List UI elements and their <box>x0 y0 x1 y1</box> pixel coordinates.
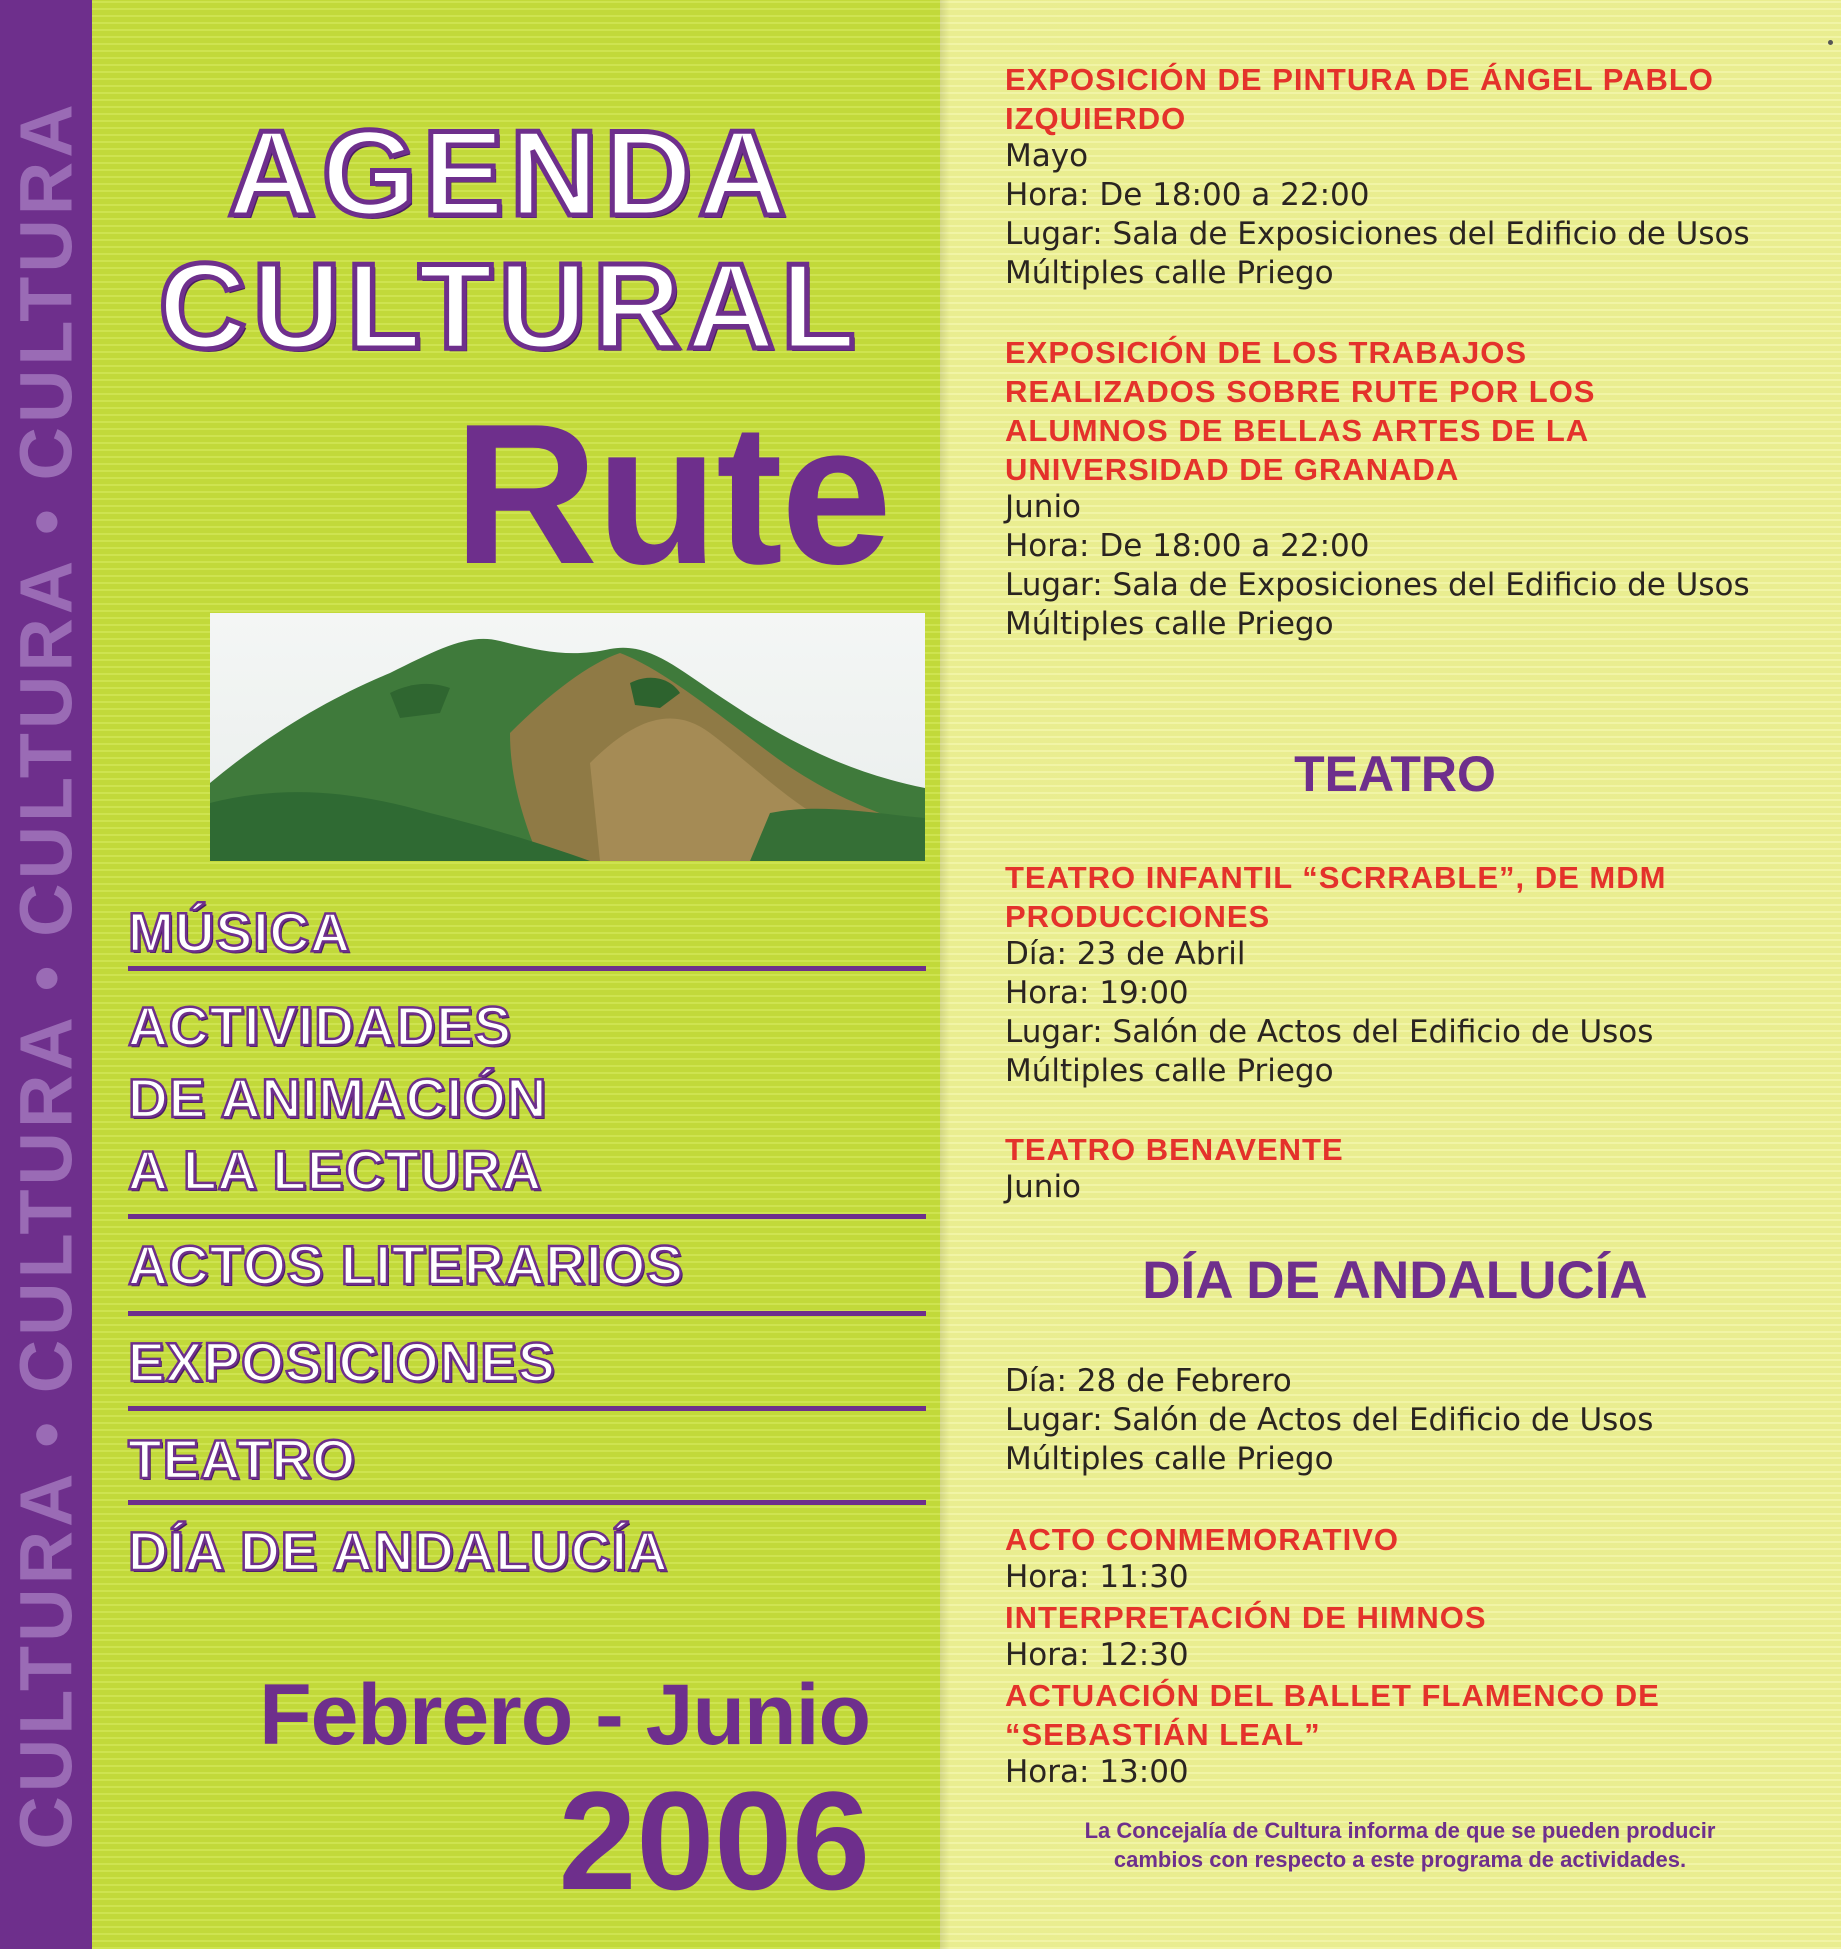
notice-line1: La Concejalía de Cultura informa de que se pueden producir <box>1084 1818 1716 1843</box>
topic-lectura: A LA LECTURA <box>128 1139 543 1201</box>
andalucia-dia: Día: 28 de Febrero <box>1005 1363 1292 1399</box>
expo1-lugar-line1: Lugar: Sala de Exposiciones del Edificio de Usos <box>1005 216 1750 252</box>
title-cultural: CULTURAL <box>158 238 862 374</box>
expo2-title-line1: EXPOSICIÓN DE LOS TRABAJOS <box>1005 335 1528 370</box>
mountain-photo <box>210 613 925 861</box>
teatro1-title-line1: TEATRO INFANTIL “SCRRABLE”, DE MDM <box>1005 860 1667 895</box>
teatro1-lugar-line1: Lugar: Salón de Actos del Edificio de Usos <box>1005 1014 1654 1050</box>
expo2-when: Junio <box>1005 489 1082 525</box>
print-dot <box>1828 40 1833 45</box>
andalucia-lugar-line1: Lugar: Salón de Actos del Edificio de Usos <box>1005 1402 1654 1438</box>
topic-dia-andalucia: DÍA DE ANDALUCÍA <box>128 1520 669 1582</box>
himnos-hora: Hora: 12:30 <box>1005 1637 1189 1673</box>
section-andalucia-heading: DÍA DE ANDALUCÍA <box>1142 1251 1648 1310</box>
expo2-title-line2: REALIZADOS SOBRE RUTE POR LOS <box>1005 374 1596 409</box>
topic-divider <box>128 1214 926 1219</box>
date-range: Febrero - Junio <box>259 1667 870 1763</box>
expo1-when: Mayo <box>1005 138 1089 174</box>
expo1-title-line2: IZQUIERDO <box>1005 101 1187 136</box>
expo2-title-line4: UNIVERSIDAD DE GRANADA <box>1005 452 1460 487</box>
ballet-title-line2: “SEBASTIÁN LEAL” <box>1005 1717 1321 1752</box>
topic-divider <box>128 1406 926 1411</box>
topic-divider <box>128 1311 926 1316</box>
teatro2-title: TEATRO BENAVENTE <box>1005 1132 1344 1167</box>
expo1-lugar-line2: Múltiples calle Priego <box>1005 255 1334 291</box>
topic-musica: MÚSICA <box>128 901 351 963</box>
mountain-illustration <box>210 613 925 861</box>
section-teatro-heading: TEATRO <box>1294 746 1496 802</box>
topic-animacion: DE ANIMACIÓN <box>128 1067 548 1129</box>
teatro1-dia: Día: 23 de Abril <box>1005 936 1246 972</box>
expo2-hora: Hora: De 18:00 a 22:00 <box>1005 528 1370 564</box>
topic-actos-literarios: ACTOS LITERARIOS <box>128 1234 684 1296</box>
topic-divider <box>128 1500 926 1505</box>
topic-exposiciones: EXPOSICIONES <box>128 1331 556 1393</box>
topic-teatro: TEATRO <box>128 1428 357 1490</box>
expo1-title-line1: EXPOSICIÓN DE PINTURA DE ÁNGEL PABLO <box>1005 62 1714 97</box>
acto-title: ACTO CONMEMORATIVO <box>1005 1522 1400 1557</box>
side-strip-text: CULTURA • CULTURA • CULTURA • CULTURA <box>4 100 88 1850</box>
expo2-title-line3: ALUMNOS DE BELLAS ARTES DE LA <box>1005 413 1590 448</box>
side-strip <box>0 0 92 1949</box>
andalucia-lugar-line2: Múltiples calle Priego <box>1005 1441 1334 1477</box>
teatro1-title-line2: PRODUCCIONES <box>1005 899 1271 934</box>
expo2-lugar-line2: Múltiples calle Priego <box>1005 606 1334 642</box>
title-town: Rute <box>453 383 890 606</box>
teatro2-when: Junio <box>1005 1169 1082 1205</box>
teatro1-hora: Hora: 19:00 <box>1005 975 1189 1011</box>
topic-divider <box>128 966 926 971</box>
topic-actividades: ACTIVIDADES <box>128 995 512 1057</box>
ballet-title-line1: ACTUACIÓN DEL BALLET FLAMENCO DE <box>1005 1678 1660 1713</box>
fold-line <box>940 0 950 1949</box>
year: 2006 <box>558 1762 870 1919</box>
expo1-hora: Hora: De 18:00 a 22:00 <box>1005 177 1370 213</box>
acto-hora: Hora: 11:30 <box>1005 1559 1189 1595</box>
expo2-lugar-line1: Lugar: Sala de Exposiciones del Edificio de Usos <box>1005 567 1750 603</box>
himnos-title: INTERPRETACIÓN DE HIMNOS <box>1005 1600 1487 1635</box>
notice-line2: cambios con respecto a este programa de actividades. <box>1113 1847 1687 1872</box>
teatro1-lugar-line2: Múltiples calle Priego <box>1005 1053 1334 1089</box>
change-notice <box>960 1816 1840 1874</box>
title-agenda: AGENDA <box>227 105 793 241</box>
ballet-hora: Hora: 13:00 <box>1005 1754 1189 1790</box>
